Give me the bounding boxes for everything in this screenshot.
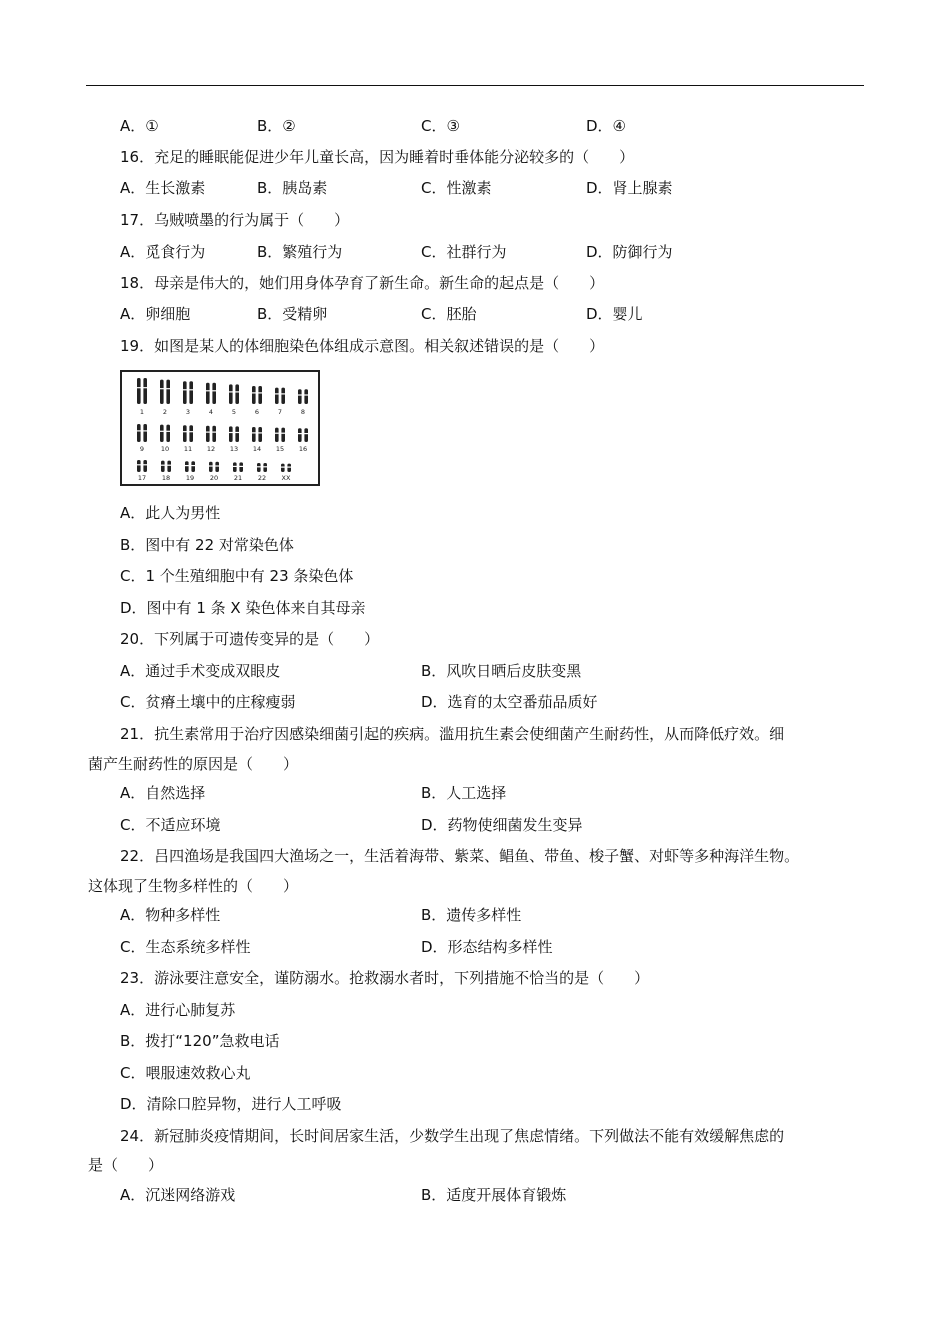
chromosome-label-9: 9 [139, 445, 145, 453]
centromere [137, 430, 141, 431]
q15-option-b: B．② [257, 117, 296, 135]
chromosome-label-7: 7 [277, 408, 283, 416]
q19-stem: 19．如图是某人的体细胞染色体组成示意图。相关叙述错误的是（ ） [120, 337, 605, 355]
centromere [287, 467, 291, 468]
chromosome-label-4: 4 [208, 408, 214, 416]
q23-option-c: C．喂服速效救心丸 [120, 1064, 251, 1082]
chromosome-label-11: 11 [183, 445, 193, 453]
chromosome-XX-b [287, 464, 291, 472]
chromosome-5-b [235, 384, 239, 404]
q15-option-c: C．③ [421, 117, 460, 135]
centromere [137, 387, 141, 388]
chromosome-label-15: 15 [275, 445, 285, 453]
q23-option-d: D．清除口腔异物，进行人工呼吸 [120, 1095, 342, 1113]
centromere [257, 466, 261, 467]
chromosome-label-18: 18 [161, 474, 171, 482]
centromere [206, 432, 210, 433]
q21-option-c: C．不适应环境 [120, 816, 221, 834]
chromosome-label-12: 12 [206, 445, 216, 453]
q18-option-b: B．受精卵 [257, 305, 328, 323]
chromosome-7-b [281, 388, 285, 404]
centromere [275, 393, 279, 394]
chromosome-18-a [161, 461, 165, 472]
centromere [143, 430, 147, 431]
q22-option-a: A．物种多样性 [120, 906, 221, 924]
chromosome-4-a [206, 383, 210, 404]
centromere [304, 433, 308, 434]
chromosome-13-b [235, 426, 239, 442]
chromosome-label-19: 19 [185, 474, 195, 482]
chromosome-19-b [191, 461, 195, 472]
q15-option-d: D．④ [586, 117, 626, 135]
centromere [304, 394, 308, 395]
chromosome-14-a [252, 427, 256, 442]
centromere [185, 465, 189, 466]
q20-option-a: A．通过手术变成双眼皮 [120, 662, 281, 680]
centromere [298, 433, 302, 434]
q21-stem-line2: 菌产生耐药性的原因是（ ） [88, 755, 299, 773]
chromosome-22-a [257, 463, 261, 472]
chromosome-21-b [239, 462, 243, 472]
chromosome-label-22: 22 [257, 474, 267, 482]
chromosome-label-14: 14 [252, 445, 262, 453]
q24-stem-line1: 24．新冠肺炎疫情期间，长时间居家生活，少数学生出现了焦虑情绪。下列做法不能有效缓解焦虑的 [120, 1127, 785, 1145]
chromosome-7-a [275, 388, 279, 404]
q20-stem: 20．下列属于可遗传变异的是（ ） [120, 630, 380, 648]
q24-stem-line2: 是（ ） [88, 1156, 164, 1174]
chromosome-13-a [229, 426, 233, 442]
q22-stem-line2: 这体现了生物多样性的（ ） [88, 877, 299, 895]
q24-option-a: A．沉迷网络游戏 [120, 1186, 236, 1204]
q17-option-d: D．防御行为 [586, 243, 673, 261]
q20-option-b: B．风吹日晒后皮肤变黑 [421, 662, 582, 680]
centromere [298, 394, 302, 395]
centromere [206, 390, 210, 391]
q23-option-b: B．拨打“120”急救电话 [120, 1032, 280, 1050]
q20-option-d: D．选育的太空番茄品质好 [421, 693, 598, 711]
centromere [189, 389, 193, 390]
centromere [281, 393, 285, 394]
centromere [212, 390, 216, 391]
chromosome-label-1: 1 [139, 408, 145, 416]
chromosome-label-XX: XX [281, 474, 291, 482]
q16-option-c: C．性激素 [421, 179, 492, 197]
centromere [166, 431, 170, 432]
centromere [143, 464, 147, 465]
centromere [275, 433, 279, 434]
centromere [143, 387, 147, 388]
chromosome-20-b [215, 462, 219, 472]
centromere [183, 431, 187, 432]
q22-option-c: C．生态系统多样性 [120, 938, 251, 956]
chromosome-4-b [212, 383, 216, 404]
centromere [215, 465, 219, 466]
chromosome-19-a [185, 461, 189, 472]
q18-option-a: A．卵细胞 [120, 305, 191, 323]
chromosome-8-b [304, 389, 308, 404]
chromosome-9-a [137, 424, 141, 442]
chromosome-8-a [298, 389, 302, 404]
q20-option-c: C．贫瘠土壤中的庄稼瘦弱 [120, 693, 296, 711]
chromosome-label-10: 10 [160, 445, 170, 453]
q23-option-a: A．进行心肺复苏 [120, 1001, 236, 1019]
q17-stem: 17．乌贼喷墨的行为属于（ ） [120, 211, 350, 229]
q21-option-a: A．自然选择 [120, 784, 206, 802]
q19-option-a: A．此人为男性 [120, 504, 221, 522]
centromere [258, 432, 262, 433]
chromosome-3-a [183, 381, 187, 404]
centromere [233, 466, 237, 467]
q17-option-c: C．社群行为 [421, 243, 507, 261]
q16-option-a: A．生长激素 [120, 179, 206, 197]
chromosome-label-2: 2 [162, 408, 168, 416]
centromere [160, 388, 164, 389]
chromosome-XX-a [281, 464, 285, 472]
chromosome-16-a [298, 428, 302, 442]
chromosome-16-b [304, 428, 308, 442]
chromosome-label-8: 8 [300, 408, 306, 416]
q21-option-d: D．药物使细菌发生变异 [421, 816, 583, 834]
q22-option-b: B．遗传多样性 [421, 906, 522, 924]
q18-stem: 18．母亲是伟大的，她们用身体孕育了新生命。新生命的起点是（ ） [120, 274, 605, 292]
centromere [191, 465, 195, 466]
chromosome-5-a [229, 384, 233, 404]
centromere [161, 465, 165, 466]
centromere [229, 391, 233, 392]
centromere [281, 433, 285, 434]
chromosome-20-a [209, 462, 213, 472]
q16-stem: 16．充足的睡眠能促进少年儿童长高，因为睡着时垂体能分泌较多的（ ） [120, 148, 635, 166]
chromosome-10-b [166, 425, 170, 442]
centromere [160, 431, 164, 432]
q17-option-b: B．繁殖行为 [257, 243, 343, 261]
centromere [137, 464, 141, 465]
chromosome-17-b [143, 460, 147, 472]
chromosome-label-20: 20 [209, 474, 219, 482]
q15-option-a: A．① [120, 117, 159, 135]
chromosome-2-b [166, 380, 170, 404]
centromere [166, 388, 170, 389]
q21-stem-line1: 21．抗生素常用于治疗因感染细菌引起的疾病。滥用抗生素会使细菌产生耐药性，从而降低疗效。细 [120, 725, 785, 743]
centromere [281, 467, 285, 468]
q22-stem-line1: 22．吕四渔场是我国四大渔场之一，生活着海带、紫菜、鲳鱼、带鱼、梭子蟹、对虾等多种海洋生物。 [120, 847, 800, 865]
q21-option-b: B．人工选择 [421, 784, 507, 802]
centromere [212, 432, 216, 433]
chromosome-label-16: 16 [298, 445, 308, 453]
q24-option-b: B．适度开展体育锻炼 [421, 1186, 567, 1204]
chromosome-9-b [143, 424, 147, 442]
q19-option-c: C．1 个生殖细胞中有 23 条染色体 [120, 567, 354, 585]
centromere [258, 392, 262, 393]
chromosome-label-5: 5 [231, 408, 237, 416]
q19-option-b: B．图中有 22 对常染色体 [120, 536, 294, 554]
chromosome-1-a [137, 378, 141, 404]
q19-option-d: D．图中有 1 条 X 染色体来自其母亲 [120, 599, 366, 617]
chromosome-15-b [281, 428, 285, 442]
chromosome-label-6: 6 [254, 408, 260, 416]
q17-option-a: A．觅食行为 [120, 243, 206, 261]
chromosome-label-13: 13 [229, 445, 239, 453]
centromere [229, 432, 233, 433]
centromere [209, 465, 213, 466]
chromosome-1-b [143, 378, 147, 404]
chromosome-18-b [167, 461, 171, 472]
karyotype-drawing [122, 372, 318, 484]
centromere [252, 392, 256, 393]
q16-option-b: B．胰岛素 [257, 179, 328, 197]
chromosome-21-a [233, 462, 237, 472]
q16-option-d: D．肾上腺素 [586, 179, 673, 197]
centromere [235, 432, 239, 433]
q18-option-d: D．婴儿 [586, 305, 643, 323]
q22-option-d: D．形态结构多样性 [421, 938, 553, 956]
chromosome-label-17: 17 [137, 474, 147, 482]
chromosome-11-a [183, 425, 187, 442]
chromosome-11-b [189, 425, 193, 442]
chromosome-2-a [160, 380, 164, 404]
chromosome-label-3: 3 [185, 408, 191, 416]
header-rule [86, 85, 864, 86]
chromosome-6-a [252, 386, 256, 404]
q23-stem: 23．游泳要注意安全，谨防溺水。抢救溺水者时，下列措施不恰当的是（ ） [120, 969, 650, 987]
centromere [263, 466, 267, 467]
chromosome-label-21: 21 [233, 474, 243, 482]
chromosome-3-b [189, 381, 193, 404]
centromere [183, 389, 187, 390]
chromosome-15-a [275, 428, 279, 442]
chromosome-10-a [160, 425, 164, 442]
chromosome-14-b [258, 427, 262, 442]
centromere [189, 431, 193, 432]
centromere [252, 432, 256, 433]
chromosome-12-b [212, 426, 216, 442]
karyotype-figure [120, 370, 320, 486]
chromosome-6-b [258, 386, 262, 404]
chromosome-22-b [263, 463, 267, 472]
centromere [235, 391, 239, 392]
centromere [167, 465, 171, 466]
q18-option-c: C．胚胎 [421, 305, 477, 323]
chromosome-12-a [206, 426, 210, 442]
centromere [239, 466, 243, 467]
chromosome-17-a [137, 460, 141, 472]
